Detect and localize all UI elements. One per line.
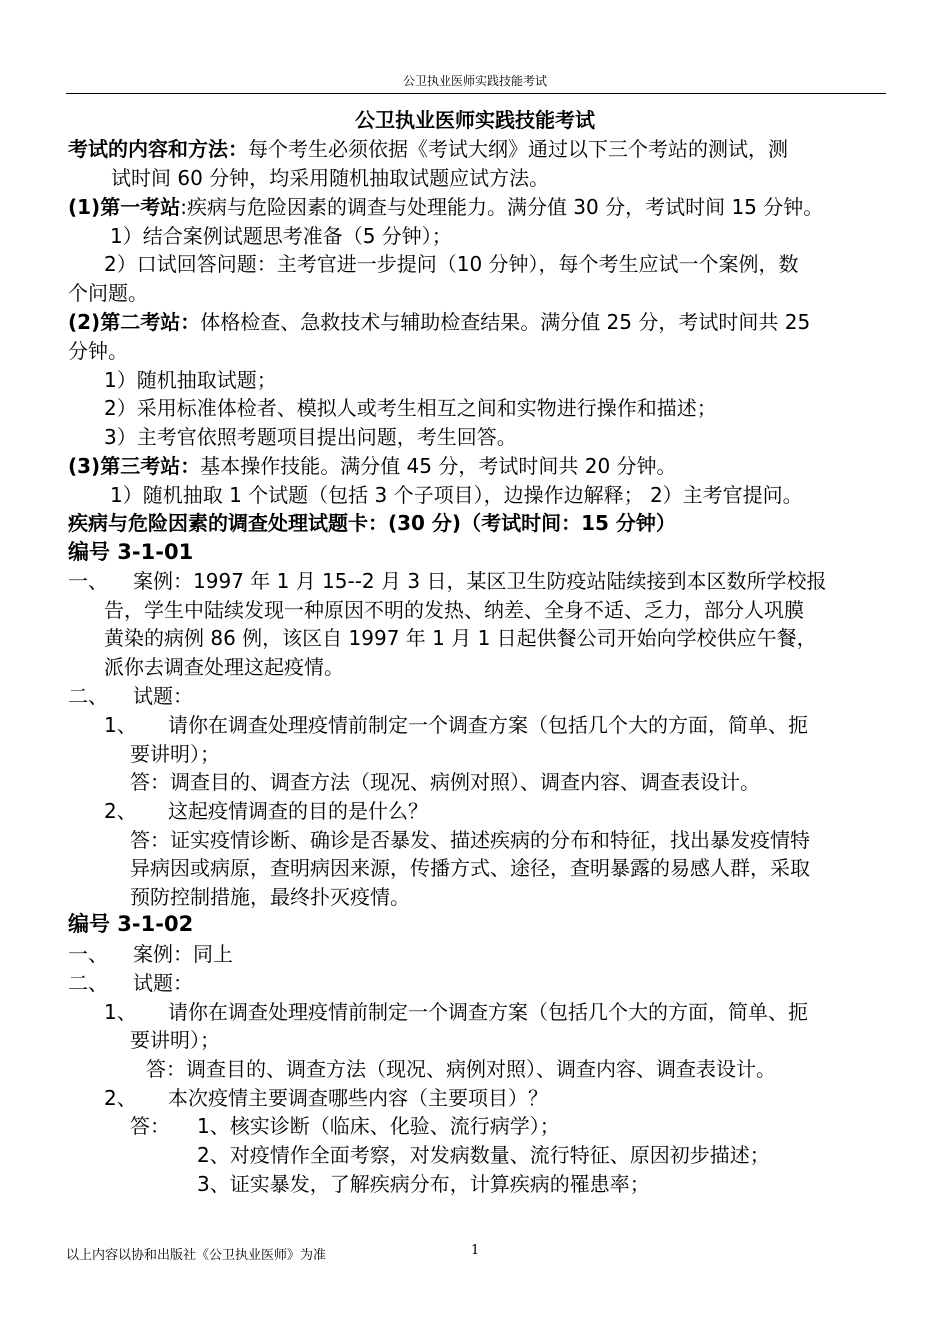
station2-label: (2)第二考站： xyxy=(68,310,201,334)
q1-questions-label: 试题： xyxy=(133,684,193,708)
q1-case-line-2: 告，学生中陆续发现一种原因不明的发热、纳差、全身不适、乏力，部分人巩膜 xyxy=(104,598,804,622)
question-number-2: 编号 3-1-02 xyxy=(68,912,194,936)
q2-item-1-answer: 答：调查目的、调查方法（现况、病例对照）、调查内容、调查表设计。 xyxy=(146,1057,776,1081)
intro-text-1: 每个考生必须依据《考试大纲》通过以下三个考站的测试，测 xyxy=(248,137,788,161)
question-number-1: 编号 3-1-01 xyxy=(68,540,194,564)
q2-case-text: 案例：同上 xyxy=(133,942,233,966)
station3-text: 基本操作技能。满分值 45 分，考试时间共 20 分钟。 xyxy=(200,454,677,478)
q2-item-2-question: 本次疫情主要调查哪些内容（主要项目）？ xyxy=(168,1086,548,1110)
q2-item-2-marker: 2、 xyxy=(104,1086,137,1110)
q2-questions-marker: 二、 xyxy=(68,971,108,995)
q1-case-line-4: 派你去调查处理这起疫情。 xyxy=(104,655,344,679)
intro-label: 考试的内容和方法： xyxy=(68,137,248,161)
station3-line xyxy=(68,452,677,480)
intro-line-2: 试时间 60 分钟，均采用随机抽取试题应试方法。 xyxy=(111,166,550,190)
q1-questions-marker: 二、 xyxy=(68,684,108,708)
q1-item-2-answer-1: 答：证实疫情诊断、确诊是否暴发、描述疾病的分布和特征，找出暴发疫情特 xyxy=(130,828,810,852)
station1-item-2a: 2）口试回答问题：主考官进一步提问（10 分钟），每个考生应试一个案例，数 xyxy=(104,252,799,276)
station1-text: :疾病与危险因素的调查与处理能力。满分值 30 分，考试时间 15 分钟。 xyxy=(180,195,824,219)
q1-item-2-answer-3: 预防控制措施，最终扑灭疫情。 xyxy=(130,885,410,909)
document-title: 公卫执业医师实践技能考试 xyxy=(355,108,595,132)
station1-label: (1)第一考站 xyxy=(68,195,181,219)
page-header: 公卫执业医师实践技能考试 xyxy=(402,74,547,88)
q2-answer-label: 答： xyxy=(130,1114,170,1138)
q1-item-2-question: 这起疫情调查的目的是什么？ xyxy=(168,799,428,823)
station2-text-1: 体格检查、急救技术与辅助检查结果。满分值 25 分，考试时间共 25 xyxy=(200,310,811,334)
q2-item-1-marker: 1、 xyxy=(104,1000,137,1024)
q1-item-1-line-2: 要讲明）； xyxy=(130,742,220,766)
page-number: 1 xyxy=(471,1243,480,1258)
station1-line xyxy=(68,193,823,221)
q1-item-2-answer-2: 异病因或病原，查明病因来源，传播方式、途径，查明暴露的易感人群，采取 xyxy=(130,856,810,880)
q2-answer-2: 2、对疫情作全面考察，对发病数量、流行特征、原因初步描述； xyxy=(197,1143,770,1167)
q2-answer-1: 1、核实诊断（临床、化验、流行病学）； xyxy=(197,1114,560,1138)
header-rule xyxy=(66,93,886,94)
q2-item-1-line-2: 要讲明）； xyxy=(130,1028,220,1052)
q1-item-1-answer: 答：调查目的、调查方法（现况、病例对照）、调查内容、调查表设计。 xyxy=(130,770,760,794)
station2-item-2: 2）采用标准体检者、模拟人或考生相互之间和实物进行操作和描述； xyxy=(104,396,717,420)
q1-case-line-1: 案例：1997 年 1 月 15--2 月 3 日，某区卫生防疫站陆续接到本区数所学校报 xyxy=(133,569,827,593)
card-heading: 疾病与危险因素的调查处理试题卡：(30 分)（考试时间：15 分钟） xyxy=(68,511,676,535)
q2-answer-3: 3、证实暴发，了解疾病分布，计算疾病的罹患率； xyxy=(197,1172,650,1196)
station2-line xyxy=(68,308,810,336)
q1-item-1-marker: 1、 xyxy=(104,713,137,737)
station2-text-2: 分钟。 xyxy=(68,339,128,363)
q2-questions-label: 试题： xyxy=(133,971,193,995)
station2-item-1: 1）随机抽取试题； xyxy=(104,368,277,392)
q2-item-1-line-1: 请你在调查处理疫情前制定一个调查方案（包括几个大的方面，简单、扼 xyxy=(168,1000,808,1024)
q1-item-1-line-1: 请你在调查处理疫情前制定一个调查方案（包括几个大的方面，简单、扼 xyxy=(168,713,808,737)
page-footer: 以上内容以协和出版社《公卫执业医师》为准 xyxy=(66,1248,327,1263)
station1-item-2b: 个问题。 xyxy=(68,281,148,305)
station3-label: (3)第三考站： xyxy=(68,454,201,478)
q1-case-marker: 一、 xyxy=(68,569,108,593)
q1-case-line-3: 黄染的病例 86 例，该区自 1997 年 1 月 1 日起供餐公司开始向学校供应午餐， xyxy=(104,626,817,650)
station3-item-1: 1）随机抽取 1 个试题（包括 3 个子项目），边操作边解释； 2）主考官提问。 xyxy=(110,483,803,507)
q1-item-2-marker: 2、 xyxy=(104,799,137,823)
station1-item-1: 1）结合案例试题思考准备（5 分钟）； xyxy=(110,224,452,248)
station2-item-3: 3）主考官依照考题项目提出问题，考生回答。 xyxy=(104,425,517,449)
intro-line-1 xyxy=(68,135,788,163)
q2-case-marker: 一、 xyxy=(68,942,108,966)
